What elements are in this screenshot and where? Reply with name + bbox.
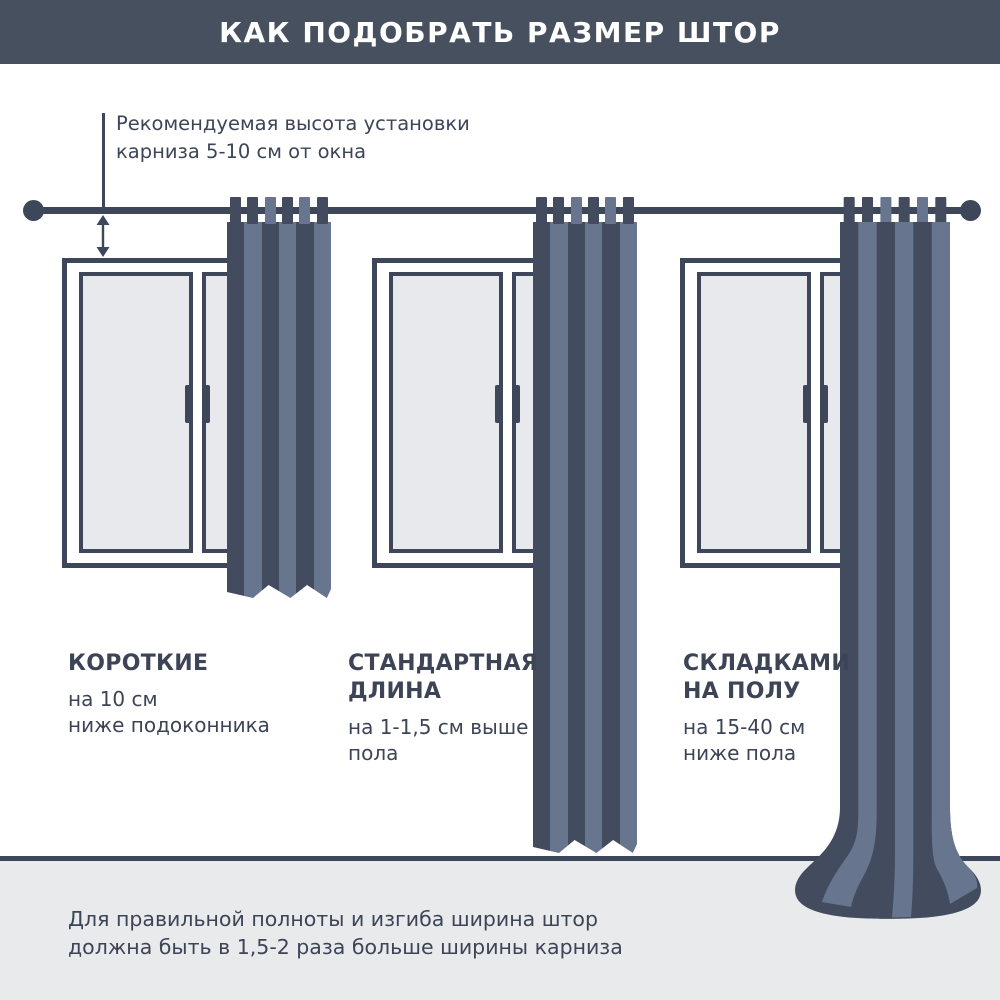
annotation-line-2: карниза 5-10 см от окна (116, 140, 367, 163)
label-desc-line: пола (348, 741, 399, 765)
window-handle-icon (202, 385, 210, 423)
curtain-tab (282, 197, 293, 224)
curtain-fold-highlight (932, 222, 977, 904)
curtain-stripe (244, 222, 261, 598)
page-title: КАК ПОДОБРАТЬ РАЗМЕР ШТОР (219, 15, 781, 49)
curtain-tab (536, 197, 547, 224)
curtain-tab (880, 197, 891, 224)
height-range-arrow-icon (94, 215, 112, 257)
curtain-tab (862, 197, 873, 224)
curtain-tab (265, 197, 276, 224)
label-description (683, 714, 850, 766)
curtain-tab (553, 197, 564, 224)
curtain-stripe (550, 222, 567, 853)
label-title-line: КОРОТКИЕ (68, 651, 209, 676)
curtain-tab (230, 197, 241, 224)
label-desc-line: ниже пола (683, 741, 797, 765)
label-title-line: СКЛАДКАМИ (683, 651, 851, 676)
label-title-line: НА ПОЛУ (683, 679, 801, 704)
curtain-stripe (227, 222, 244, 598)
curtain-standard (533, 197, 637, 853)
curtain-tab (247, 197, 258, 224)
width-rule-note (68, 905, 623, 961)
curtain-tab (623, 197, 634, 224)
curtain-stripe (620, 222, 637, 853)
curtain-tabs (844, 197, 947, 224)
label-short (68, 650, 270, 738)
curtain-tab (844, 197, 855, 224)
label-puddle (683, 650, 850, 766)
note-line-2: должна быть в 1,5-2 раза больше ширины карниза (68, 935, 623, 959)
curtain-puddle (798, 197, 978, 928)
rod-finial-left (23, 200, 44, 221)
curtain-tab (571, 197, 582, 224)
label-desc-line: на 10 см (68, 687, 158, 711)
window-left-sash (79, 272, 193, 553)
label-title (683, 650, 850, 706)
label-title (348, 650, 538, 706)
curtain-tab (935, 197, 946, 224)
label-title-line: ДЛИНА (348, 679, 442, 704)
curtain-stripe (262, 222, 279, 598)
curtain-tab (317, 197, 328, 224)
curtain-tab (899, 197, 910, 224)
window-left-sash (697, 272, 811, 553)
note-line-1: Для правильной полноты и изгиба ширина штор (68, 907, 598, 931)
curtain-tab (605, 197, 616, 224)
rod-height-annotation (116, 110, 470, 166)
window-left-sash (389, 272, 503, 553)
curtain-fold-highlight (892, 222, 913, 918)
curtain-stripe (296, 222, 313, 598)
label-desc-line: на 1-1,5 см выше (348, 715, 529, 739)
curtain-stripe (585, 222, 602, 853)
label-description (68, 686, 270, 738)
curtain-tab (917, 197, 928, 224)
curtain-fabric (227, 222, 331, 598)
label-title (68, 650, 270, 678)
curtain-stripe (314, 222, 331, 598)
curtain-stripe (279, 222, 296, 598)
annotation-line-1: Рекомендуемая высота установки (116, 112, 470, 135)
label-standard (348, 650, 538, 766)
curtain-fabric (795, 222, 981, 919)
curtain-tab (299, 197, 310, 224)
label-title-line: СТАНДАРТНАЯ (348, 651, 539, 676)
annotation-pointer-line (102, 113, 105, 211)
curtain-tab (588, 197, 599, 224)
label-desc-line: ниже подоконника (68, 713, 270, 737)
header (0, 0, 1000, 64)
window-handle-icon (185, 385, 193, 423)
curtain-short (227, 197, 331, 598)
window-handle-icon (495, 385, 503, 423)
label-description (348, 714, 538, 766)
label-desc-line: на 15-40 см (683, 715, 806, 739)
curtain-stripe (602, 222, 619, 853)
curtain-fabric (533, 222, 637, 853)
curtain-stripe (568, 222, 585, 853)
window-handle-icon (512, 385, 520, 423)
